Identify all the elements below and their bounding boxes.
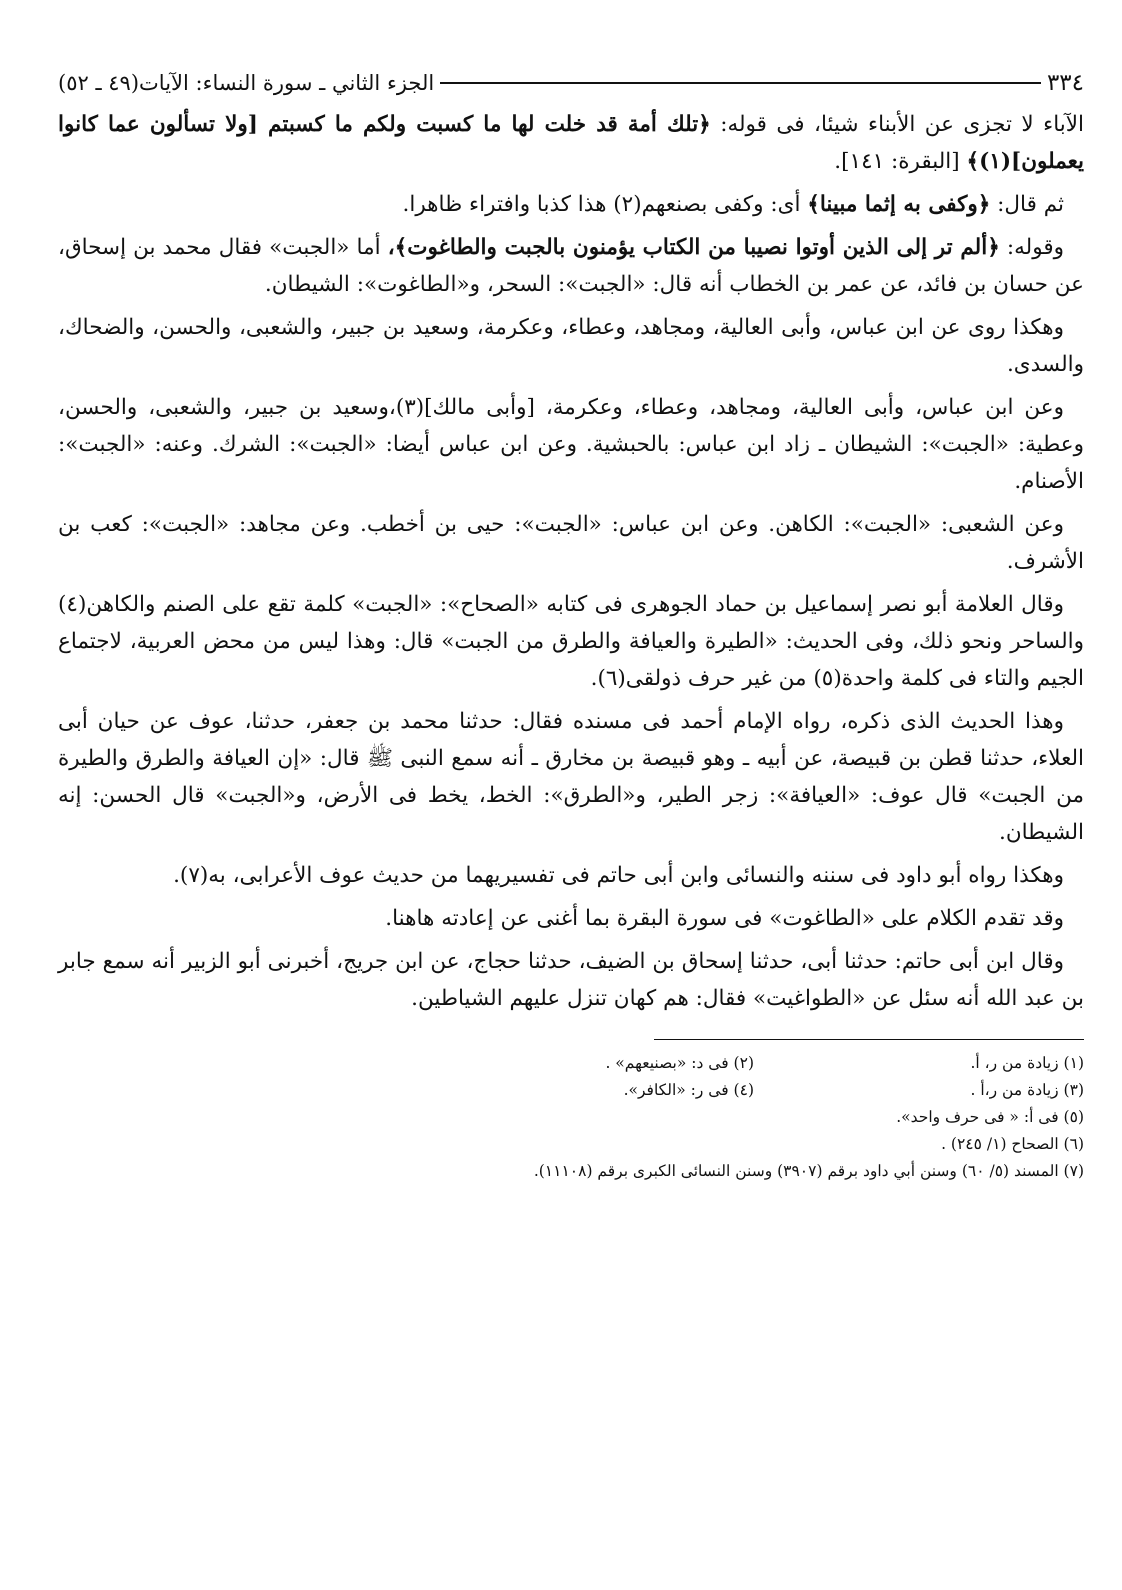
footnote-5: (٥) فى أ: « فى حرف واحد». bbox=[896, 1108, 1084, 1126]
paragraph-7: وقال العلامة أبو نصر إسماعيل بن حماد الجوهرى فى كتابه «الصحاح»: «الجبت» كلمة تقع على الصنم والكاهن(٤) والساحر ونحو ذلك، وفى الحديث: «الطيرة والعيافة والطرق من الجبت» قال: وهذا ليس من محض العربية، لاجتماع الجيم والتاء فى كلمة واحدة(٥) من غير حرف ذولقى(٦). bbox=[58, 592, 1084, 691]
footnote-4: (٤) فى ر: «الكافر». bbox=[623, 1081, 754, 1099]
footnote-7: (٧) المسند (٥/ ٦٠) وسنن أبي داود برقم (٣٩٠٧) وسنن النسائى الكبرى برقم (١١١٠٨). bbox=[533, 1162, 1084, 1180]
paragraph-6: وعن الشعبى: «الجبت»: الكاهن. وعن ابن عباس: «الجبت»: حيى بن أخطب. وعن مجاهد: «الجبت»: كعب بن الأشرف. bbox=[58, 512, 1084, 574]
paragraph-9: وهكذا رواه أبو داود فى سننه والنسائى وابن أبى حاتم فى تفسيريهما من حديث عوف الأعرابى، به(٧). bbox=[173, 863, 1064, 888]
footnote-2: (٢) فى د: «بصنيعهم» . bbox=[605, 1054, 754, 1072]
paragraph-1 bbox=[58, 106, 1084, 180]
quran-quote-2: ﴿وكفى به إثما مبينا﴾ bbox=[807, 192, 991, 217]
footnote-row bbox=[58, 1077, 1084, 1104]
quran-quote-3: ﴿ألم تر إلى الذين أوتوا نصيبا من الكتاب يؤمنون بالجبت والطاغوت﴾، bbox=[387, 235, 1000, 260]
quran-quote-1: ﴿تلك أمة قد خلت لها ما كسبت ولكم ما كسبتم [ولا تسألون عما كانوا يعملون](١)﴾ bbox=[58, 112, 1084, 174]
running-header bbox=[58, 68, 1084, 98]
paragraph-1-reference: [البقرة: ١٤١]. bbox=[834, 149, 960, 174]
header-rule bbox=[440, 82, 1041, 84]
paragraph-10: وقد تقدم الكلام على «الطاغوت» فى سورة البقرة بما أغنى عن إعادته هاهنا. bbox=[385, 906, 1064, 931]
running-title: الجزء الثاني ـ سورة النساء: الآيات(٤٩ ـ ٥٢) bbox=[58, 71, 435, 95]
paragraph-2-lead: ثم قال: bbox=[997, 192, 1064, 217]
paragraph-2 bbox=[58, 186, 1084, 223]
footnote-1: (١) زيادة من ر، أ. bbox=[970, 1054, 1084, 1072]
footnote-6: (٦) الصحاح (١/ ٢٤٥) . bbox=[941, 1135, 1084, 1153]
paragraph-3-text: أما «الجبت» فقال محمد بن إسحاق، عن حسان بن فائد، عن عمر بن الخطاب أنه قال: «الجبت»: السحر، و«الطاغوت»: الشيطان. bbox=[58, 235, 1084, 297]
paragraph-3-lead: وقوله: bbox=[1006, 235, 1064, 260]
page bbox=[58, 68, 1084, 1185]
paragraph-4: وهكذا روى عن ابن عباس، وأبى العالية، ومجاهد، وعطاء، وعكرمة، وسعيد بن جبير، والشعبى، والحسن، والضحاك، والسدى. bbox=[58, 315, 1084, 377]
footnotes bbox=[58, 1050, 1084, 1185]
main-text bbox=[58, 106, 1084, 1017]
footnote-rule bbox=[654, 1039, 1084, 1040]
paragraph-5: وعن ابن عباس، وأبى العالية، ومجاهد، وعطاء، وعكرمة، [وأبى مالك](٣)،وسعيد بن جبير، والشعبى، والحسن، وعطية: «الجبت»: الشيطان ـ زاد ابن عباس: بالحبشية. وعن ابن عباس أيضا: «الجبت»: الشرك. وعنه: «الجبت»: الأصنام. bbox=[58, 395, 1084, 494]
footnote-3: (٣) زيادة من ر،أ . bbox=[970, 1081, 1084, 1099]
paragraph-2-text: أى: وكفى بصنعهم(٢) هذا كذبا وافتراء ظاهرا. bbox=[402, 192, 801, 217]
paragraph-1-text: الآباء لا تجزى عن الأبناء شيئا، فى قوله: bbox=[720, 112, 1084, 137]
paragraph-8: وهذا الحديث الذى ذكره، رواه الإمام أحمد فى مسنده فقال: حدثنا محمد بن جعفر، حدثنا، عوف عن حيان أبى العلاء، حدثنا قطن بن قبيصة، عن أبيه ـ وهو قبيصة بن مخارق ـ أنه سمع النبى ﷺ قال: «إن العيافة والطرق والطيرة من الجبت» قال عوف: «العيافة»: زجر الطير، و«الطرق»: الخط، يخط فى الأرض، و«الجبت» قال الحسن: إنه الشيطان. bbox=[58, 709, 1084, 845]
paragraph-3 bbox=[58, 229, 1084, 303]
footnote-row bbox=[58, 1050, 1084, 1077]
paragraph-11: وقال ابن أبى حاتم: حدثنا أبى، حدثنا إسحاق بن الضيف، حدثنا حجاج، عن ابن جريج، أخبرنى أبو الزبير أنه سمع جابر بن عبد الله أنه سئل عن «الطواغيت» فقال: هم كهان تنزل عليهم الشياطين. bbox=[58, 949, 1084, 1011]
page-number: ٣٣٤ bbox=[1046, 70, 1084, 96]
